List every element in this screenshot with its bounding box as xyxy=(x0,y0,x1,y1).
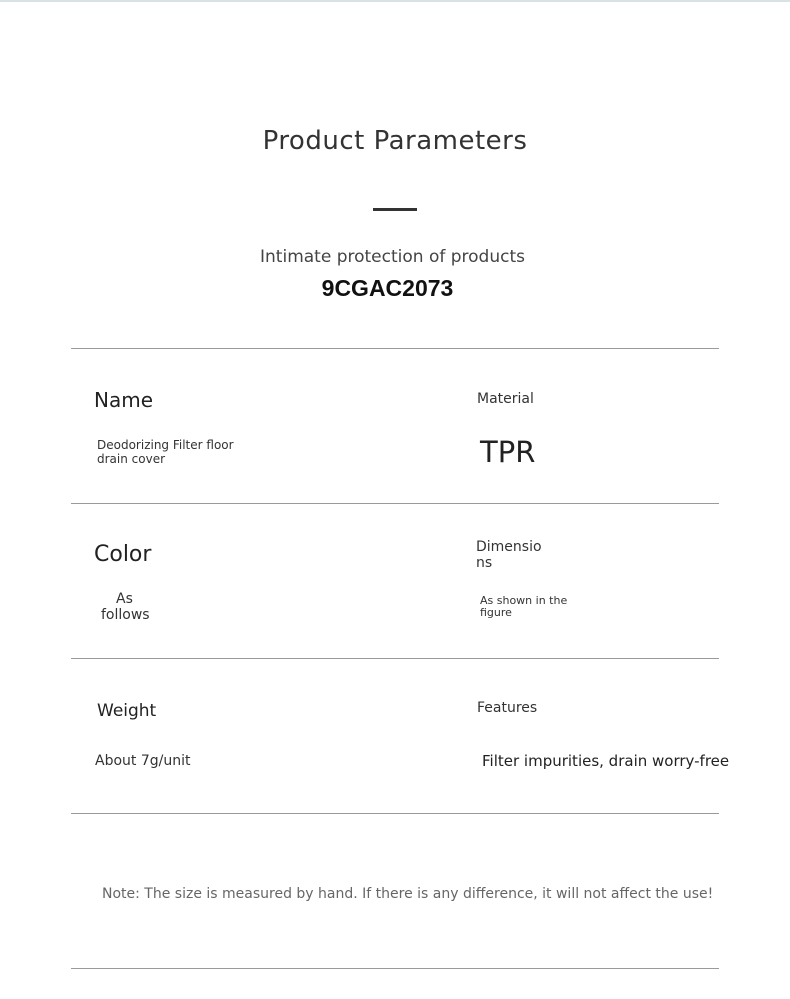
name-label: Name xyxy=(94,388,154,412)
dimensions-label-line1: Dimensio xyxy=(476,539,542,555)
features-value: Filter impurities, drain worry-free xyxy=(482,752,730,770)
dimensions-value-line2: figure xyxy=(480,606,512,619)
top-border xyxy=(0,0,790,2)
color-value-line2: follows xyxy=(101,607,150,623)
color-label: Color xyxy=(94,542,152,567)
weight-label: Weight xyxy=(97,701,157,721)
features-label: Features xyxy=(477,700,538,716)
divider-1 xyxy=(71,348,719,349)
divider-5 xyxy=(71,968,719,969)
color-value-line1: As xyxy=(116,591,133,607)
measurement-note: Note: The size is measured by hand. If there is any difference, it will not affect the use! xyxy=(102,886,714,902)
dimensions-label-line2: ns xyxy=(476,555,493,571)
divider-2 xyxy=(71,503,719,504)
divider-3 xyxy=(71,658,719,659)
name-value-line2: drain cover xyxy=(97,452,166,466)
divider-4 xyxy=(71,813,719,814)
dimensions-value-line1: As shown in the xyxy=(480,594,568,607)
model-number: 9CGAC2073 xyxy=(321,275,454,301)
page-subtitle: Intimate protection of products xyxy=(260,247,525,267)
page-title: Product Parameters xyxy=(262,126,528,156)
material-label: Material xyxy=(477,391,534,407)
weight-value: About 7g/unit xyxy=(95,753,191,769)
title-underline xyxy=(373,208,417,211)
name-value-line1: Deodorizing Filter floor xyxy=(97,438,234,452)
material-value: TPR xyxy=(480,435,536,469)
